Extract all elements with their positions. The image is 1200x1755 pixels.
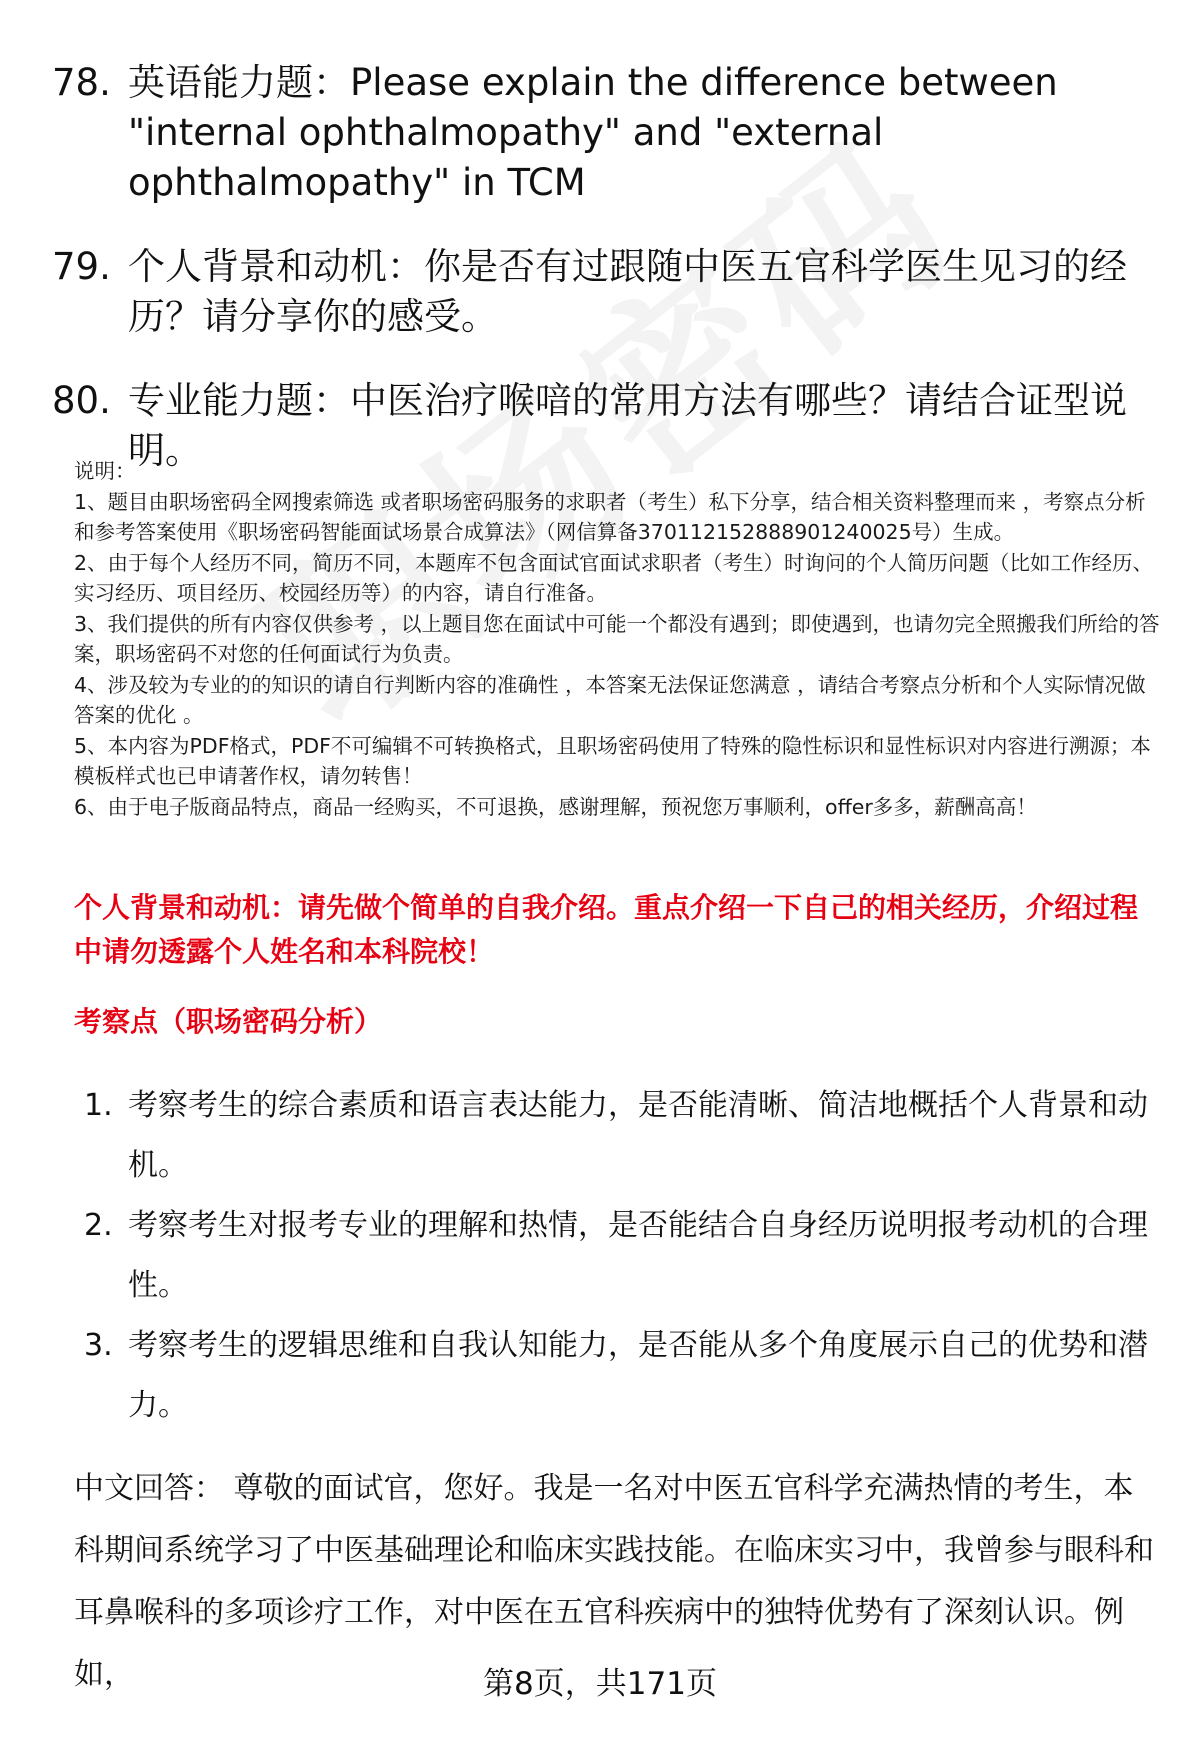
- note-item: 5、本内容为PDF格式，PDF不可编辑不可转换格式，且职场密码使用了特殊的隐性标识和显性标识对内容进行溯源；本模板样式也已申请著作权，请勿转售！: [74, 733, 1151, 788]
- note-item: 2、由于每个人经历不同，简历不同，本题库不包含面试官面试求职者（考生）时询问的个人简历问题（比如工作经历、实习经历、项目经历、校园经历等）的内容，请自行准备。: [74, 550, 1154, 605]
- answer-paragraph: 中文回答： 尊敬的面试官，您好。我是一名对中医五官科学充满热情的考生，本科期间系统学习了中医基础理论和临床实践技能。在临床实习中，我曾参与眼科和耳鼻喉科的多项诊疗工作，对中医在五官科疾病中的独特优势有了深刻认识。例如，: [74, 1471, 1154, 1692]
- notes-block: [74, 456, 1164, 822]
- section-title: 个人背景和动机：请先做个简单的自我介绍。重点介绍一下自己的相关经历，介绍过程中请勿透露个人姓名和本科院校！: [74, 891, 1139, 968]
- question-number: 78.: [52, 61, 111, 104]
- list-item: [84, 1316, 1164, 1436]
- list-item: [84, 1076, 1164, 1196]
- point-text: 考察考生的综合素质和语言表达能力，是否能清晰、简洁地概括个人背景和动机。: [128, 1088, 1148, 1183]
- question-number: 79.: [52, 245, 111, 288]
- point-text: 考察考生对报考专业的理解和热情，是否能结合自身经历说明报考动机的合理性。: [128, 1208, 1148, 1303]
- page-number: 第8页，共171页: [483, 1666, 717, 1702]
- notes-heading: 说明：: [74, 459, 136, 483]
- note-item: 6、由于电子版商品特点，商品一经购买，不可退换，感谢理解，预祝您万事顺利，offer多多，薪酬高高！: [74, 794, 1037, 819]
- point-text: 考察考生的逻辑思维和自我认知能力，是否能从多个角度展示自己的优势和潜力。: [128, 1328, 1148, 1423]
- point-number: 2.: [84, 1208, 113, 1243]
- point-number: 1.: [84, 1088, 113, 1123]
- question-text: 专业能力题：中医治疗喉喑的常用方法有哪些？请结合证型说明。: [128, 379, 1127, 472]
- note-item: 1、题目由职场密码全网搜索筛选 或者职场密码服务的求职者（考生）私下分享，结合相关资料整理而来 ，考察点分析和参考答案使用《职场密码智能面试场景合成算法》（网信算备370112152888901240025号）生成。: [74, 489, 1146, 544]
- question-list: [52, 58, 1162, 510]
- question-text: 英语能力题：Please explain the difference between "internal ophthalmopathy" and "external ophthalmopathy" in TCM: [128, 61, 1058, 204]
- question-item: [52, 242, 1162, 342]
- question-number: 80.: [52, 379, 111, 422]
- assessment-points-list: [84, 1076, 1164, 1436]
- point-number: 3.: [84, 1328, 113, 1363]
- question-item: [52, 58, 1162, 208]
- list-item: [84, 1196, 1164, 1316]
- question-text: 个人背景和动机：你是否有过跟随中医五官科学医生见习的经历？请分享你的感受。: [128, 245, 1127, 338]
- note-item: 4、涉及较为专业的的知识的请自行判断内容的准确性 ，本答案无法保证您满意 ，请结合考察点分析和个人实际情况做答案的优化 。: [74, 672, 1146, 727]
- note-item: 3、我们提供的所有内容仅供参考 ，以上题目您在面试中可能一个都没有遇到；即使遇到，也请勿完全照搬我们所给的答案，职场密码不对您的任何面试行为负责。: [74, 611, 1160, 666]
- section-subtitle: 考察点（职场密码分析）: [74, 1005, 383, 1038]
